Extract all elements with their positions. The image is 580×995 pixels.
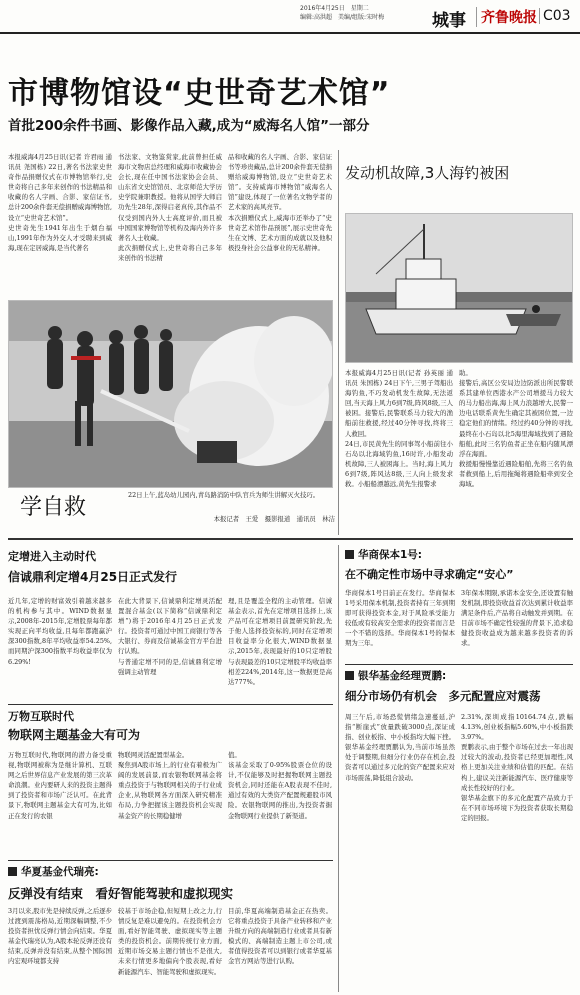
boat-photo-illustration bbox=[346, 214, 573, 363]
fund1-column-3: 理,且是覆盖全程的主动管理。信诚基金表示,首先在定增项目选择上,该产品可在定增项目前置研究阶段,先于他人选择投资标的,同时在定增项目收益率分化很大,WIND数据显示,2015年,表现最好的10只定增股与表现最差的10只定增股平均收益率相差224%,2014年,这一数据更是高达777%。 bbox=[228, 597, 332, 686]
boat-photo bbox=[345, 213, 573, 363]
lead-subhead: 首批200余件书画、影像作品入藏,成为“威海名人馆”一部分 bbox=[8, 118, 370, 134]
photo-caption: 22日上午,蓝岛幼儿园内,青岛路消防中队官兵为师生讲解灭火技巧。 bbox=[128, 491, 320, 499]
section-name: 城事 bbox=[432, 11, 466, 31]
fund1-headline: 信诚鼎利定增4月25日正式发行 bbox=[8, 570, 178, 584]
fire-training-photo bbox=[8, 300, 333, 488]
fund5-column-1: 周三午后,市场恐慌情绪急速蔓延,沪指“断崖式”放量跌破3000点,深证成指、创业板指、中小板指均大幅下挫。银华基金经理贾鹏认为,当前市场虽然处于调整期,但细分行业仍存在机会,投资者可以通过多元化的资产配置来应对市场震荡,降低组合波动。 bbox=[345, 713, 455, 782]
fund4-headline: 在不确定性市场中寻求确定“安心” bbox=[345, 568, 514, 581]
fund4-column-2: 3年保本期限,承诺本金安全,还设置有触发机制,即投资收益首次达到累计收益率满足条件后,产品将自动触发并到期。在目前市场不确定性较强的背景下,追求稳健投资收益成为越来越多投资者的诉求。 bbox=[461, 589, 573, 648]
lead-column-1: 本报威海4月25日讯(记者 许君雨 通讯员 尧国栋) 22日,著名书法家史世奇作品捐赠仪式在市博物馆举行,史世奇将自己多年来创作的书法精品和收藏的名人字画、合影、家信证书,总计200余件套无偿捐赠威海博物馆,设立“史世奇艺术馆”。 史世奇先生1941年出生于烟台福山,1991年作为外交人才受聘来到威海,现在定居威海,是当代著名 bbox=[8, 153, 112, 252]
issue-meta bbox=[300, 4, 430, 22]
fund3-kicker: 华夏基金代瑞亮: bbox=[21, 866, 99, 878]
newspaper-logo: 齐鲁晚报 bbox=[476, 7, 537, 27]
fund3-column-3: 目前,华夏高端制造基金正在热卖。它将重点投资于具备产业转移和产业升级方向的高端制造行业或者具有新模式的、高端制造主题上市公司,或者值得投资者可以到银行或者华夏基金官方网站等进行认购。 bbox=[228, 907, 332, 966]
fund3-column-1: 3月以来,股市先是持续反弹,之后逐步过渡到震荡格局,近期深幅调整,不少投资者担忧反弹行情会向结束。华夏基金代瑞亮认为,A股本轮反弹还没有结束,反弹并没有结束,从整个国际国内宏观环境都支持 bbox=[8, 907, 112, 966]
fund3-column-2: 较基于市场企稳,但短期上改之力,行情反复是难以避免的。在投资机会方面,看好智能驾驶、虚拟现实等主题类的投资机会。前期传统行业方面,近期市场交易主题行情也不是很大,未来行情更多地偏向个股表现,看好新能源汽车、智能驾驶和虚拟现实。 bbox=[118, 907, 222, 976]
fund5-kicker: 银华基金经理贾鹏: bbox=[358, 670, 447, 682]
story-divider bbox=[8, 860, 333, 861]
story-divider bbox=[345, 664, 573, 665]
fire-photo-illustration bbox=[9, 301, 333, 488]
fund2-headline: 物联网主题基金大有可为 bbox=[8, 728, 141, 742]
column-divider bbox=[338, 545, 339, 992]
fund5-column-2: 2.31%,深圳成指10164.74点,跌幅4.13%,创业板指幅5.60%,中小板指跌3.97%。 贾鹏表示,由于整个市场在过去一年出现过较大的波动,投资者已经更加理性,风格上更加关注业绩和估值的匹配。在结构上,建议关注新能源汽车、医疗健康等成长性较好的行业。 银华基金旗下的多元化配置产品致力于在不同市场环境下为投资者获取长期稳定的回报。 bbox=[461, 713, 573, 822]
bullet-mark bbox=[8, 867, 17, 876]
fund5-headline: 细分市场仍有机会 多元配置应对震荡 bbox=[345, 689, 541, 703]
fund2-column-2: 物联网灵活配置型基金。 聚焦到A股市场上,的行业有着极为广阔的发展前景,而农银物联网基金将重点投资于与物联网相关的子行业成企业,从物联网各方面深入研究精准布局,力争把握该主题投资机会实现基金资产的长期稳健增 bbox=[118, 751, 222, 820]
issue-date: 2016年4月25日 星期二 bbox=[300, 5, 369, 12]
fund4-column-1: 华商保本1号目前正在发行。华商保本1号采用保本机制,投资者持有三年到期即可获得投资本金,对于风险承受能力较低或有较高安全需求的投资者而言是一个不错的选择。华商保本1号的保本期为三年。 bbox=[345, 589, 455, 648]
section-rule bbox=[8, 538, 573, 540]
boat-column-1: 本报威海4月25日讯(记者 孙英丽 通讯员 朱国栋) 24日下午,三男子驾船出海钓鱼,不巧发动机发生故障,无法返回,当天海上风力6到7级,阵风8级,三人被困。接警后,民警联系马力较大的渔船前往救援,经过40分钟寻找,终将三人救回。 24日,市民黄先生的同事驾小船前往小石岛以北海域钓鱼,16时许,小船发动机故障,三人被困海上。当时,海上风力6到7级,阵风达8级,三人向上级发求救。小船船漂越远,黄先生报警求 bbox=[345, 369, 453, 489]
lead-headline: 市博物馆设“史世奇艺术馆” bbox=[8, 76, 391, 111]
page-number: C03 bbox=[539, 8, 571, 24]
photo-credit: 本报记者 王爱 摄影报道 通讯员 林洁 bbox=[213, 515, 335, 523]
lead-column-2: 书法家、文物鉴赏家,此前曾担任威海市文物店总经理和威海市收藏协会会长,现在任中国书法家协会会员、山东省文史馆馆员、北京师范大学历史学院兼职教授。他将从国学大师启功先生28年,深得启老真传,其作品不仅受到国内外人士高度评价,而且被中国国家博物馆等机构及海内外许多著名人士收藏。 此次捐赠仪式上,史世奇将自己多年来创作的书法精 bbox=[118, 153, 222, 262]
column-divider bbox=[338, 150, 339, 535]
boat-headline: 发动机故障,3人海钓被困 bbox=[345, 164, 510, 182]
fund1-column-1: 近几年,定增的财富效引着越来越多的机构参与其中。WIND数据显示,2008年-2015年,定增股票每年都实现正向平均收益,且每年都跑赢沪深300指数,8年平均收益率54.25%,而同期沪深300指数平均收益率仅为6.29%! bbox=[8, 597, 112, 666]
fund2-column-3: 值。 该基金采取了0-95%股票仓位的设计,不仅能够及时把握物联网主题投资机会,同时还能在A股表现不佳时,通过有效的大类资产配置规避股市风险。农银物联网的推出,为投资者掘金物联网行业提供了新渠道。 bbox=[228, 751, 332, 820]
lead-column-3: 品和收藏的名人字画、合影、家信证书等珍贵藏品,总计200余件套无偿捐赠给威海博物馆,设立“史世奇艺术馆”。支持威海市博物馆“威海名人馆”建设,体现了一位著名文物学者的艺术家的高风亮节。 本次捐赠仪式上,威海市还举办了“史世奇艺术馆作品预展”,展示史世奇先生在文博、艺术方面的成就以及他积极投身社会公益事业的无私精神。 bbox=[228, 153, 332, 252]
fund4-kicker: 华商保本1号: bbox=[358, 549, 423, 561]
story-divider bbox=[8, 704, 333, 705]
bullet-mark bbox=[345, 550, 354, 559]
photo-overlay-title: 学自救 bbox=[20, 495, 87, 520]
fund1-column-2: 在此大背景下,信诚鼎利定增灵活配置混合基金(以下简称“信诚鼎利定增”)将于2016年4月25日正式发行。投资者可通过中国工商银行等各大银行、券商及信诚基金官方平台进行认购。 与普通定增不同的是,信诚鼎利定增强调主动管理 bbox=[118, 597, 222, 676]
bullet-mark bbox=[345, 671, 354, 680]
fund2-kicker: 万物互联时代 bbox=[8, 710, 74, 723]
fund2-column-1: 万物互联时代,物联网的潜力备受重视,物联网被称为是继计算机、互联网之后世界信息产业发展的第三次革命浪潮。业内要研人来的投资主题得到了投资者和市场广泛认可。在此背景下,物联网主题基金大有可为,比如正在发行的农银 bbox=[8, 751, 112, 820]
fund3-headline: 反弹没有结束 看好智能驾驶和虚拟现实 bbox=[8, 886, 234, 901]
fund1-kicker: 定增进入主动时代 bbox=[8, 550, 96, 563]
page-header bbox=[0, 0, 580, 34]
boat-column-2: 助。 接警后,高区公安局边边防派出所民警联系其建单位西港水产公司增援马力较大的马力船出海,海上风力浪越增大,民警一边电话联系黄先生确定其被困位置,一边稳定他们的情绪。经过约40分钟的寻找,最终在小石岛以北5海里海域找到了遇险船舶,此时三名钓鱼者正坐在船内随风漂浮在海面。 救援船慢慢靠近遇险船舶,先将三名钓鱼者救到船上,后用拖绳将遇险船牵到安全海域。 bbox=[459, 369, 573, 489]
editor-credit: 编辑:高洪超 美编/组版:宋时梅 bbox=[300, 14, 385, 21]
